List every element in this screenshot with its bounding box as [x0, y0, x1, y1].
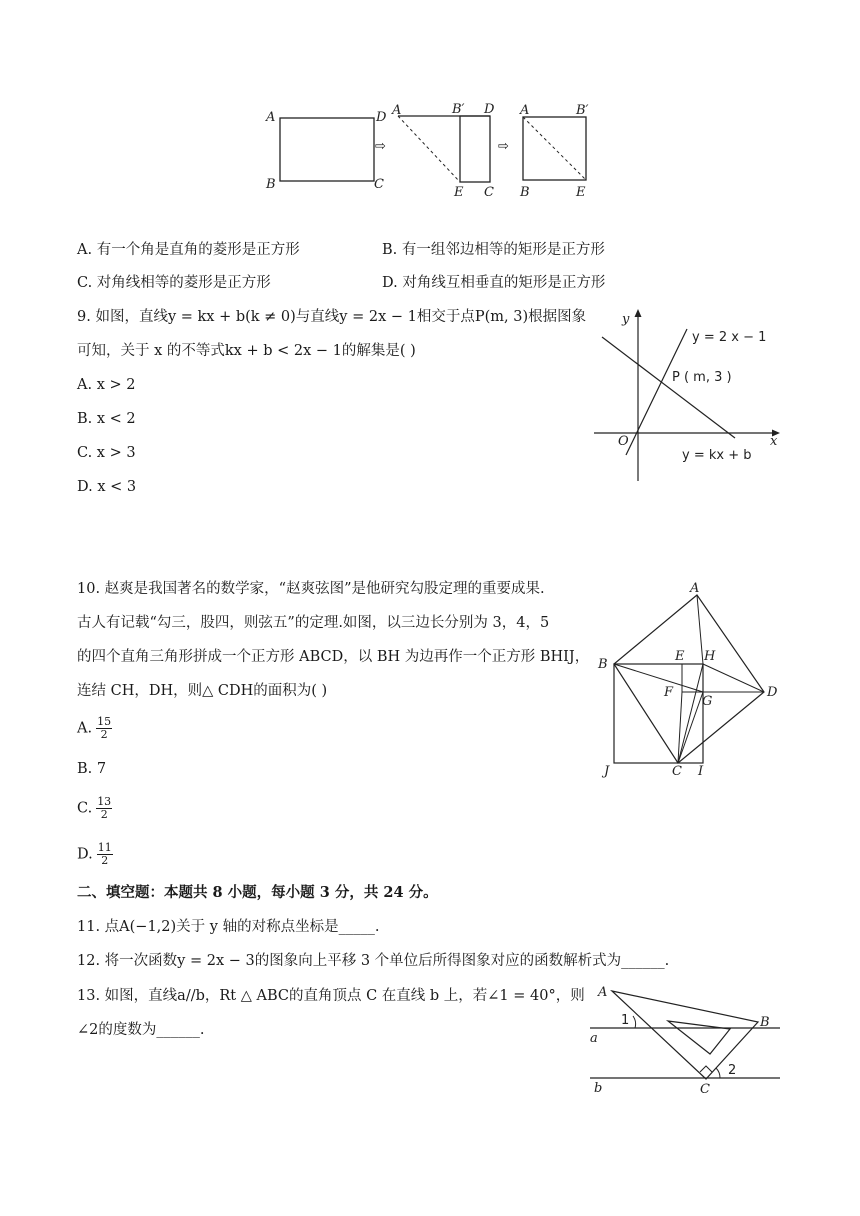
angle-2-arc — [716, 1068, 720, 1078]
fig8-label-b3: B — [520, 185, 530, 200]
fold-line-ae — [398, 116, 460, 182]
q10-stem-line4: 连结 CH，DH，则△ CDH的面积为( ) — [77, 683, 328, 699]
y-axis-label: y — [622, 312, 630, 327]
q11-text: 11. 点A(−1,2)关于 y 轴的对称点坐标是_____. — [77, 919, 380, 935]
fold-line-ae-square — [523, 117, 586, 180]
origin-label: O — [618, 434, 629, 449]
q13-stem-line2: ∠2的度数为______. — [77, 1022, 205, 1038]
fig8-label-bprime3: B′ — [576, 103, 589, 118]
q8-option-b: B. 有一组邻边相等的矩形是正方形 — [382, 242, 605, 258]
q10-option-a: A. $\frac{15}{2}$ — [77, 715, 112, 741]
q10-option-c: C. $\frac{13}{2}$ — [77, 795, 112, 821]
section2-title: 二、填空题：本题共 8 小题，每小题 3 分，共 24 分。 — [77, 884, 438, 901]
q9-stem-line2: 可知，关于 x 的不等式kx + b < 2x − 1的解集是( ) — [77, 343, 416, 359]
fig10-label-i: I — [698, 764, 704, 779]
fig10-label-f: F — [664, 685, 674, 700]
fig8-label-c1: C — [374, 177, 384, 192]
q9-option-d: D. x < 3 — [77, 479, 137, 495]
line2-label: y = kx + b — [682, 448, 752, 463]
q8-option-d: D. 对角线互相垂直的矩形是正方形 — [382, 275, 606, 291]
angle-1-arc — [633, 1016, 636, 1028]
q9-option-b: B. x < 2 — [77, 411, 136, 427]
fig8-label-e2: E — [454, 185, 464, 200]
line-y-2x-minus-1 — [626, 329, 687, 455]
fig8-label-d1: D — [376, 110, 387, 125]
q8-option-c: C. 对角线相等的菱形是正方形 — [77, 275, 271, 291]
fig13-label-2: 2 — [728, 1063, 737, 1078]
q10-stem-line2: 古人有记载“勾三，股四，则弦五”的定理.如图，以三边长分别为 3，4，5 — [77, 615, 550, 631]
fig8-label-c2: C — [484, 185, 494, 200]
fig10-label-e: E — [675, 649, 685, 664]
q13-stem-line1: 13. 如图，直线a//b，Rt △ ABC的直角顶点 C 在直线 b 上，若∠1 = 40°，则 — [77, 988, 585, 1004]
q9-stem-line1: 9. 如图，直线y = kx + b(k ≠ 0)与直线y = 2x − 1相交于点P(m, 3)根据图象 — [77, 309, 587, 325]
line1-label: y = 2 x − 1 — [692, 330, 767, 345]
fig10-label-a: A — [690, 581, 700, 596]
fig13-label-line-a: a — [590, 1031, 598, 1046]
y-axis-arrow-icon — [635, 309, 642, 317]
fig10-label-j: J — [604, 764, 610, 779]
right-angle-mark — [700, 1066, 712, 1072]
fig8-label-b1: B — [266, 177, 276, 192]
point-p-label: P ( m, 3 ) — [672, 370, 732, 385]
rectangle-abcd — [280, 118, 374, 181]
fig8-label-d2: D — [484, 102, 495, 117]
square-bhij — [614, 664, 703, 763]
arrow-icon: ⇨ — [498, 139, 509, 154]
square-abcd — [614, 595, 764, 763]
q9-graph — [590, 305, 790, 485]
fig8-label-a3: A — [520, 103, 530, 118]
q8-option-a: A. 有一个角是直角的菱形是正方形 — [77, 242, 300, 258]
fig10-label-g: G — [702, 694, 713, 709]
set-square-inner — [668, 1021, 730, 1054]
fig10-label-c: C — [672, 764, 682, 779]
fig8-label-bprime2: B′ — [452, 102, 465, 117]
fig8-label-a2: A — [392, 103, 402, 118]
fig10-label-d: D — [767, 685, 778, 700]
q10-stem-line1: 10. 赵爽是我国著名的数学家，“赵爽弦图”是他研究勾股定理的重要成果. — [77, 581, 545, 597]
segment-ah — [697, 595, 703, 664]
q10-option-b: B. 7 — [77, 761, 107, 777]
q9-option-c: C. x > 3 — [77, 445, 136, 461]
line-y-kx-plus-b — [602, 337, 735, 438]
q10-option-d: D. $\frac{11}{2}$ — [77, 841, 112, 867]
segment-bg — [614, 664, 703, 692]
fig13-label-line-b: b — [594, 1081, 603, 1096]
q13-figure — [588, 984, 783, 1099]
x-axis-label: x — [770, 434, 778, 449]
q10-stem-line3: 的四个直角三角形拼成一个正方形 ABCD，以 BH 为边再作一个正方形 BHIJ， — [77, 649, 590, 665]
fig8-label-e3: E — [576, 185, 586, 200]
q12-text: 12. 将一次函数y = 2x − 3的图象向上平移 3 个单位后所得图象对应的函数解析式为______. — [77, 953, 670, 969]
arrow-icon: ⇨ — [375, 139, 386, 154]
fold-figure — [258, 96, 598, 206]
fig8-label-a1: A — [266, 110, 276, 125]
zhao-shuang-figure — [594, 580, 784, 780]
fig13-label-a: A — [598, 985, 608, 1000]
fig13-label-b: B — [760, 1015, 770, 1030]
q9-option-a: A. x > 2 — [77, 377, 136, 393]
fig13-label-1: 1 — [621, 1013, 630, 1028]
fig13-label-c: C — [700, 1082, 710, 1097]
fig10-label-b: B — [598, 657, 608, 672]
fig10-label-h: H — [704, 649, 716, 664]
rectangle-b-prime-dce — [460, 116, 490, 182]
